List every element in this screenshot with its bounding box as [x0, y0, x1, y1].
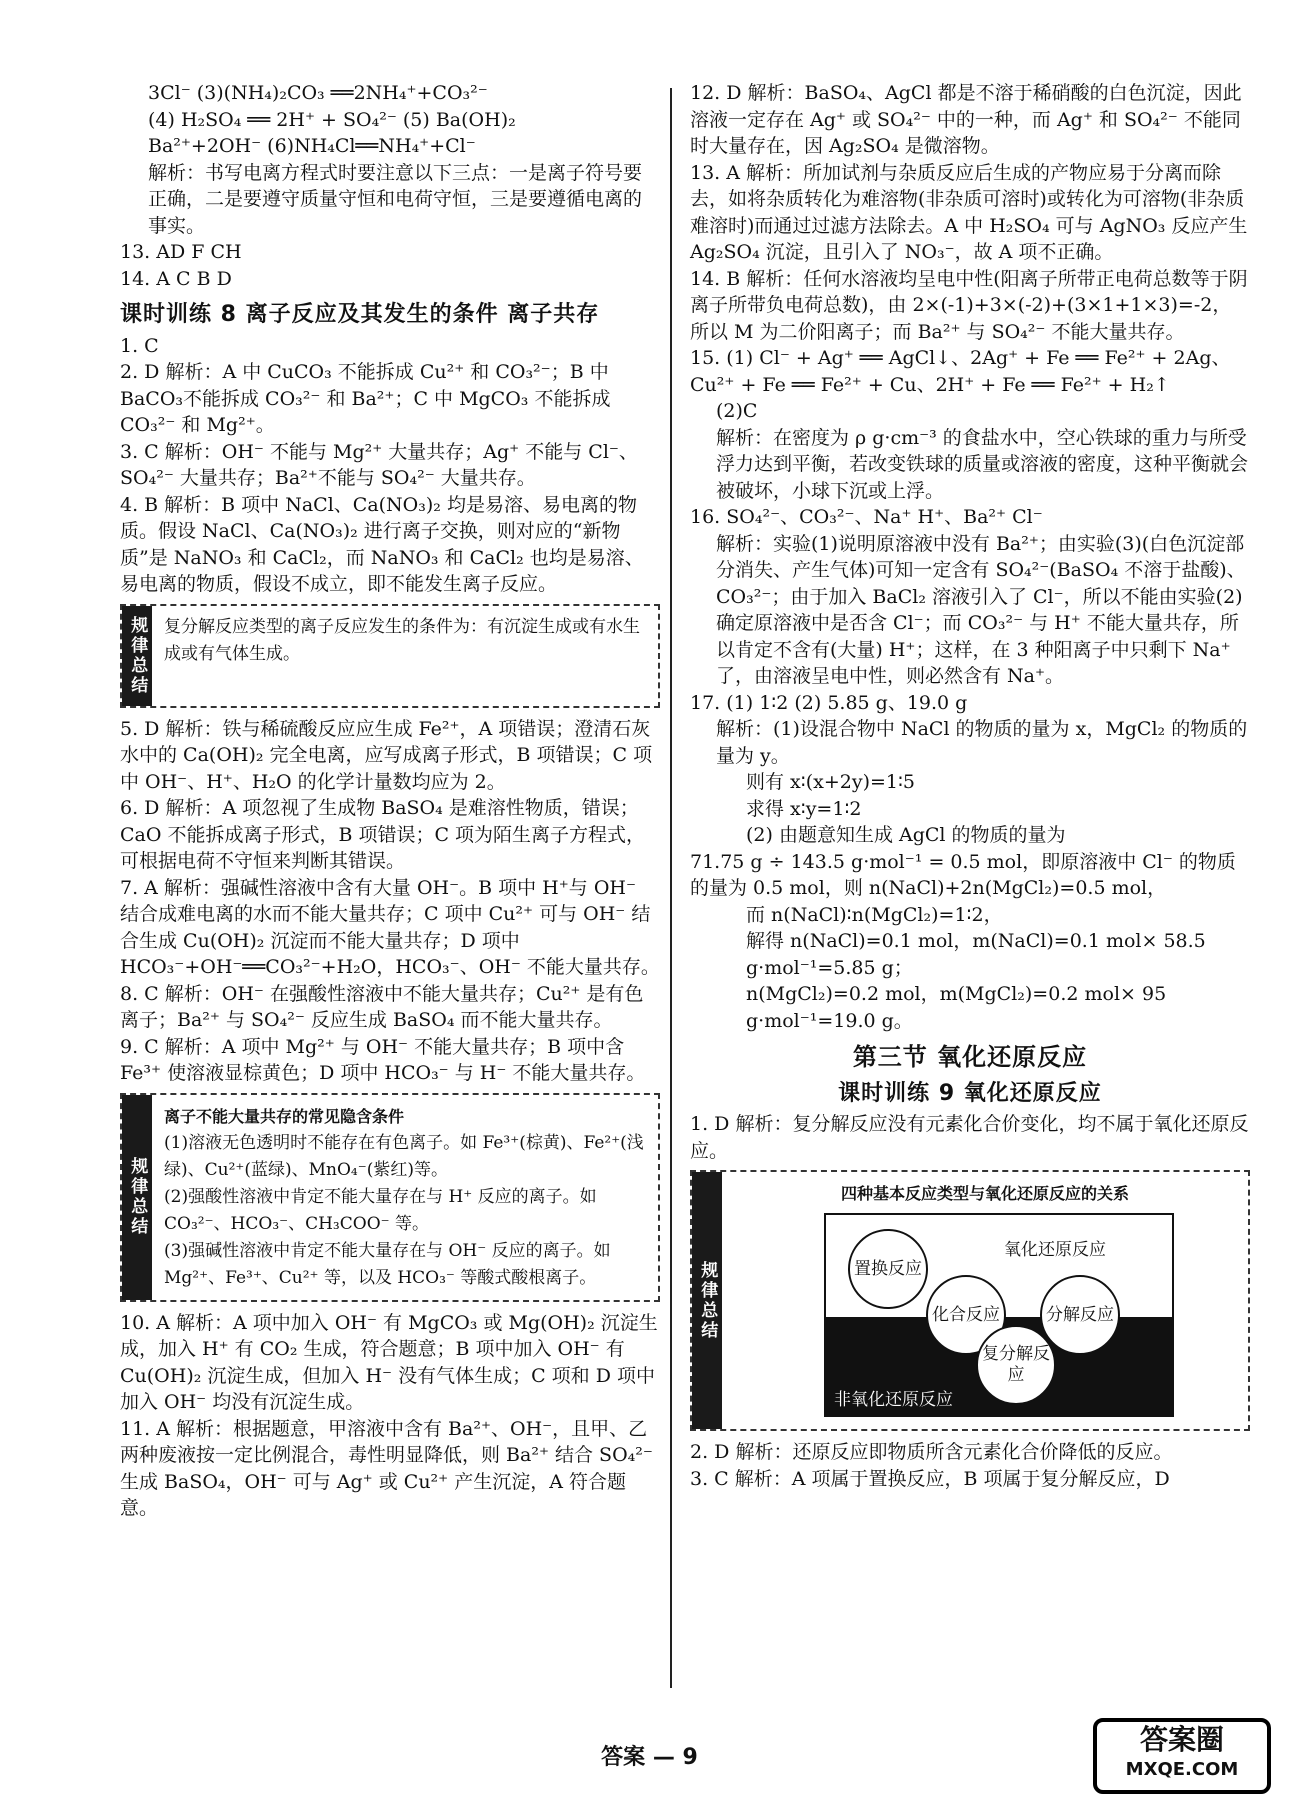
q17-line: 解得 n(NaCl)=0.1 mol，m(NaCl)=0.1 mol× 58.5 g·mol⁻¹=5.85 g；	[746, 930, 1206, 979]
double-displacement-circle: 复分解反应	[976, 1325, 1056, 1405]
q17-line: 求得 x∶y=1∶2	[746, 797, 862, 820]
r3: 3. C 解析：A 项属于置换反应，B 项属于复分解反应，D	[690, 1467, 1170, 1490]
q10: 10. A 解析：A 项中加入 OH⁻ 有 MgCO₃ 或 Mg(OH)₂ 沉淀生成，加入 H⁺ 有 CO₂ 生成，符合题意；B 项中加入 OH⁻ 有 Cu(OH)₂ 沉淀生成，但加入 H⁻ 没有气体生成；C 项和 D 项中加入 OH⁻ 均没有沉淀生成。	[120, 1311, 658, 1413]
q17: 17. (1) 1∶2 (2) 5.85 g、19.0 g	[690, 691, 968, 714]
stamp-line-1: 答案圈	[1139, 1723, 1224, 1756]
line-2: (4) H₂SO₄ ══ 2H⁺ + SO₄²⁻ (5) Ba(OH)₂	[148, 108, 516, 131]
displacement-circle: 置换反应	[848, 1229, 928, 1309]
stamp-line-2: MXQE.COM	[1125, 1759, 1239, 1780]
q17-line: 而 n(NaCl)∶n(MgCl₂)=1∶2，	[746, 903, 1003, 926]
q8: 8. C 解析：OH⁻ 在强酸性溶液中不能大量共存；Cu²⁺ 是有色离子；Ba²⁺ 与 SO₄²⁻ 反应生成 BaSO₄ 而不能大量共存。	[120, 982, 644, 1031]
column-divider	[670, 88, 672, 1688]
q4: 4. B 解析：B 项中 NaCl、Ca(NO₃)₂ 均是易溶、易电离的物质。假设 NaCl、Ca(NO₃)₂ 进行离子交换，则对应的“新物质”是 NaNO₃ 和 CaCl₂，而 NaNO₃ 和 CaCl₂ 也均是易溶、易电离的物质，假设不成立，即不能发生离子反应。	[120, 493, 644, 595]
rule-box-3	[690, 1170, 1250, 1431]
line-1: 3Cl⁻ (3)(NH₄)₂CO₃ ══2NH₄⁺+CO₃²⁻	[148, 82, 488, 104]
q7: 7. A 解析：强碱性溶液中含有大量 OH⁻。B 项中 H⁺与 OH⁻ 结合成难电离的水而不能大量共存；C 项中 Cu²⁺ 可与 OH⁻ 结合生成 Cu(OH)₂ 沉淀而不能大量共存；D 项中 HCO₃⁻+OH⁻══CO₃²⁻+H₂O，HCO₃⁻、OH⁻ 不能大量共存。	[120, 876, 660, 978]
q6: 6. D 解析：A 项忽视了生成物 BaSO₄ 是难溶性物质，错误；CaO 不能拆成离子形式，B 项错误；C 项为陌生离子方程式，可根据电荷不守恒来判断其错误。	[120, 797, 646, 872]
rule-body	[152, 1095, 658, 1300]
q5: 5. D 解析：铁与稀硫酸反应应生成 Fe²⁺，A 项错误；澄清石灰水中的 Ca(OH)₂ 完全电离，应写成离子形式，B 项错误；C 项中 OH⁻、H⁺、H₂O 的化学计量数均应为 2。	[120, 717, 653, 793]
q9: 9. C 解析：A 项中 Mg²⁺ 与 OH⁻ 不能大量共存；B 项中含 Fe³⁺ 使溶液显棕黄色；D 项中 HCO₃⁻ 与 H⁻ 不能大量共存。	[120, 1035, 646, 1084]
decomposition-circle: 分解反应	[1040, 1275, 1120, 1355]
q15: 15. (1) Cl⁻ + Ag⁺ ══ AgCl↓、2Ag⁺ + Fe ══ Fe²⁺ + 2Ag、Cu²⁺ + Fe ══ Fe²⁺ + Cu、2H⁺ + Fe ══ Fe²⁺ + H₂↑	[690, 347, 1231, 396]
q1: 1. C	[120, 334, 159, 357]
q14: 14. B 解析：任何水溶液均呈电中性(阳离子所带正电荷总数等于阴离子所带负电荷总数)，由 2×(-1)+3×(-2)+(3×1+1×3)=-2，所以 M 为二价阳离子；而 Ba²⁺ 与 SO₄²⁻ 不能大量共存。	[690, 267, 1248, 343]
q17-line: (2) 由题意知生成 AgCl 的物质的量为	[746, 824, 1066, 846]
q17-explanation: 解析：(1)设混合物中 NaCl 的物质的量为 x，MgCl₂ 的物质的量为 y。	[716, 718, 1248, 767]
section-title-9: 课时训练 9 氧化还原反应	[838, 1080, 1102, 1106]
q12: 12. D 解析：BaSO₄、AgCl 都是不溶于稀硝酸的白色沉淀，因此溶液一定存在 Ag⁺ 或 SO₄²⁻ 中的一种，而 Ag⁺ 和 SO₄²⁻ 不能同时大量存在，因 Ag₂SO₄ 是微溶物。	[690, 82, 1242, 157]
q15-part2: (2)C	[716, 400, 758, 422]
q17-line: 71.75 g ÷ 143.5 g·mol⁻¹ = 0.5 mol，即原溶液中 Cl⁻ 的物质的量为 0.5 mol，则 n(NaCl)+2n(MgCl₂)=0.5 mol，	[690, 850, 1236, 899]
q17-line: n(MgCl₂)=0.2 mol，m(MgCl₂)=0.2 mol× 95 g·mol⁻¹=19.0 g。	[746, 983, 1167, 1032]
rule-body	[722, 1172, 1248, 1429]
redox-diagram	[824, 1213, 1174, 1417]
q2: 2. D 解析：A 中 CuCO₃ 不能拆成 Cu²⁺ 和 CO₃²⁻；B 中 BaCO₃不能拆成 CO₃²⁻ 和 Ba²⁺；C 中 MgCO₃ 不能拆成 CO₃²⁻ 和 Mg²⁺。	[120, 361, 611, 436]
explanation: 解析：书写电离方程式时要注意以下三点：一是离子符号要正确，二是要遵守质量守恒和电荷守恒，三是要遵循电离的事实。	[148, 161, 643, 237]
rule-heading: 四种基本反应类型与氧化还原反应的关系	[840, 1184, 1129, 1203]
r2: 2. D 解析：还原反应即物质所含元素化合价降低的反应。	[690, 1441, 1173, 1463]
section-title-3: 第三节 氧化还原反应	[852, 1043, 1088, 1071]
rule-line: (3)强碱性溶液中肯定不能大量存在与 OH⁻ 反应的离子。如 Mg²⁺、Fe³⁺、Cu²⁺ 等，以及 HCO₃⁻ 等酸式酸根离子。	[164, 1240, 611, 1288]
rule-box-1	[120, 604, 660, 708]
q16: 16. SO₄²⁻、CO₃²⁻、Na⁺ H⁺、Ba²⁺ Cl⁻	[690, 506, 1043, 528]
combination-circle: 化合反应	[926, 1275, 1006, 1355]
q11: 11. A 解析：根据题意，甲溶液中含有 Ba²⁺、OH⁻，且甲、乙两种废液按一定比例混合，毒性明显降低，则 Ba²⁺ 结合 SO₄²⁻ 生成 BaSO₄，OH⁻ 可与 Ag⁺ 或 Cu²⁺ 产生沉淀，A 符合题意。	[120, 1417, 653, 1519]
rule-line: (1)溶液无色透明时不能存在有色离子。如 Fe³⁺(棕黄)、Fe²⁺(浅绿)、Cu²⁺(蓝绿)、MnO₄⁻(紫红)等。	[164, 1132, 644, 1180]
right-column	[690, 80, 1250, 1492]
rule-box-2	[120, 1093, 660, 1302]
q16-explanation: 解析：实验(1)说明原溶液中没有 Ba²⁺；由实验(3)(白色沉淀部分消失、产生气体)可知一定含有 SO₄²⁻(BaSO₄ 不溶于盐酸)、CO₃²⁻；由于加入 BaCl₂ 溶液引入了 Cl⁻，所以不能由实验(2)确定原溶液中是否含 Cl⁻；而 CO₃²⁻ 与 H⁺ 不能大量共存，所以肯定不含有(大量) H⁺；这样，在 3 种阳离子中只剩下 Na⁺ 了，由溶液呈电中性，则必然含有 Na⁺。	[716, 532, 1246, 687]
q15-explanation: 解析：在密度为 ρ g·cm⁻³ 的食盐水中，空心铁球的重力与所受浮力达到平衡，若改变铁球的质量或溶液的密度，这种平衡就会被破坏，小球下沉或上浮。	[716, 426, 1249, 502]
r1: 1. D 解析：复分解反应没有元素化合价变化，均不属于氧化还原反应。	[690, 1113, 1249, 1162]
answer-14: 14. A C B D	[120, 267, 232, 290]
line-3: Ba²⁺+2OH⁻ (6)NH₄Cl══NH₄⁺+Cl⁻	[148, 135, 476, 157]
watermark-stamp	[1093, 1718, 1271, 1794]
q13: 13. A 解析：所加试剂与杂质反应后生成的产物应易于分离而除去，如将杂质转化为难溶物(非杂质可溶时)或转化为可溶物(非杂质难溶时)而通过过滤方法除去。A 中 H₂SO₄ 可与 AgNO₃ 反应产生 Ag₂SO₄ 沉淀，且引入了 NO₃⁻，故 A 项不正确。	[690, 161, 1248, 263]
redox-label: 氧化还原反应	[1004, 1240, 1106, 1260]
rule-tab: 规律总结	[692, 1172, 722, 1429]
rule-tab: 规律总结	[122, 606, 152, 706]
section-title-8: 课时训练 8 离子反应及其发生的条件 离子共存	[120, 302, 600, 327]
rule-line: (2)强酸性溶液中肯定不能大量存在与 H⁺ 反应的离子。如 CO₃²⁻、HCO₃⁻、CH₃COO⁻ 等。	[164, 1186, 597, 1234]
answer-13: 13. AD F CH	[120, 241, 242, 263]
rule-tab: 规律总结	[122, 1095, 152, 1300]
non-redox-label: 非氧化还原反应	[834, 1390, 953, 1410]
rule-text: 复分解反应类型的离子反应发生的条件为：有沉淀生成或有水生成或有气体生成。	[164, 616, 640, 664]
page-footer: 答案 — 9	[601, 1745, 698, 1770]
rule-heading: 离子不能大量共存的常见隐含条件	[164, 1106, 405, 1126]
q17-line: 则有 x∶(x+2y)=1∶5	[746, 771, 916, 793]
q3: 3. C 解析：OH⁻ 不能与 Mg²⁺ 大量共存；Ag⁺ 不能与 Cl⁻、SO₄²⁻ 大量共存；Ba²⁺不能与 SO₄²⁻ 大量共存。	[120, 440, 638, 489]
left-column	[120, 80, 660, 1522]
